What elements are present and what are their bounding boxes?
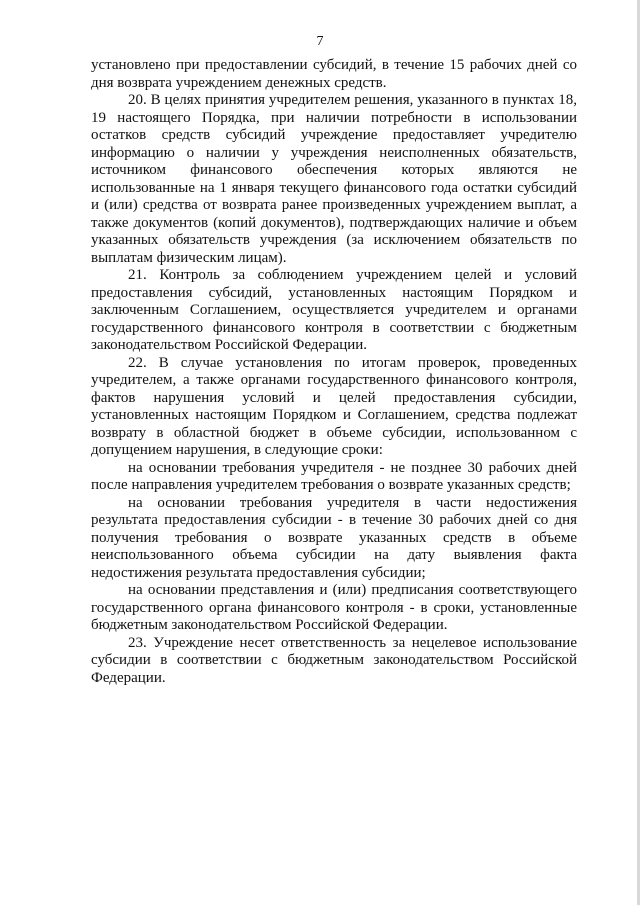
paragraph-21: 21. Контроль за соблюдением учреждением целей и условий предоставления субсидий, установленных настоящим Порядком и заключенным Соглашением, осуществляется учредителем и органами государственного финансового контроля в соответствии с бюджетным законодательством Российской Федерации.: [91, 267, 577, 353]
paragraph-23: 23. Учреждение несет ответственность за нецелевое использование субсидии в соответствии с бюджетным законодательством Российской Федерации.: [91, 634, 577, 686]
paragraph-22-term-3: на основании представления и (или) предписания соответствующего государственного органа финансового контроля - в сроки, установленные бюджетным законодательством Российской Федерации.: [91, 582, 577, 633]
paragraph-22-term-2: на основании требования учредителя в части недостижения результата предоставления субсидии - в течение 30 рабочих дней со дня получения требования о возврате указанных средств в объеме неиспользованного объема субсидии на дату выявления факта недостижения результата предоставления субсидии;: [91, 494, 577, 581]
paragraph-22: 22. В случае установления по итогам проверок, проведенных учредителем, а также органами государственного финансового контроля, фактов нарушения условий и целей предоставления субсидии, установленных настоящим Порядком и Соглашением, средства подлежат возврату в областной бюджет в объеме субсидии, использованном с допущением нарушения, в следующие сроки:: [91, 354, 577, 458]
paragraph-22-term-1: на основании требования учредителя - не позднее 30 рабочих дней после направления учредителем требования о возврате указанных средств;: [91, 459, 577, 493]
document-body: [91, 57, 577, 687]
paragraph-20: 20. В целях принятия учредителем решения, указанного в пунктах 18, 19 настоящего Порядка, при наличии потребности в использовании остатков средств субсидий учреждение предоставляет учредителю информацию о наличии у учреждения неисполненных обязательств, источником финансового обеспечения которых являются не использованные на 1 января текущего финансового года остатки субсидий и (или) средства от возврата ранее произведенных учреждением выплат, а также документов (копий документов), подтверждающих наличие и объем указанных обязательств учреждения (за исключением обязательств по выплатам физическим лицам).: [91, 92, 577, 266]
page-number: 7: [316, 34, 324, 49]
paragraph-continuation: установлено при предоставлении субсидий, в течение 15 рабочих дней со дня возврата учреждением денежных средств.: [91, 57, 577, 91]
